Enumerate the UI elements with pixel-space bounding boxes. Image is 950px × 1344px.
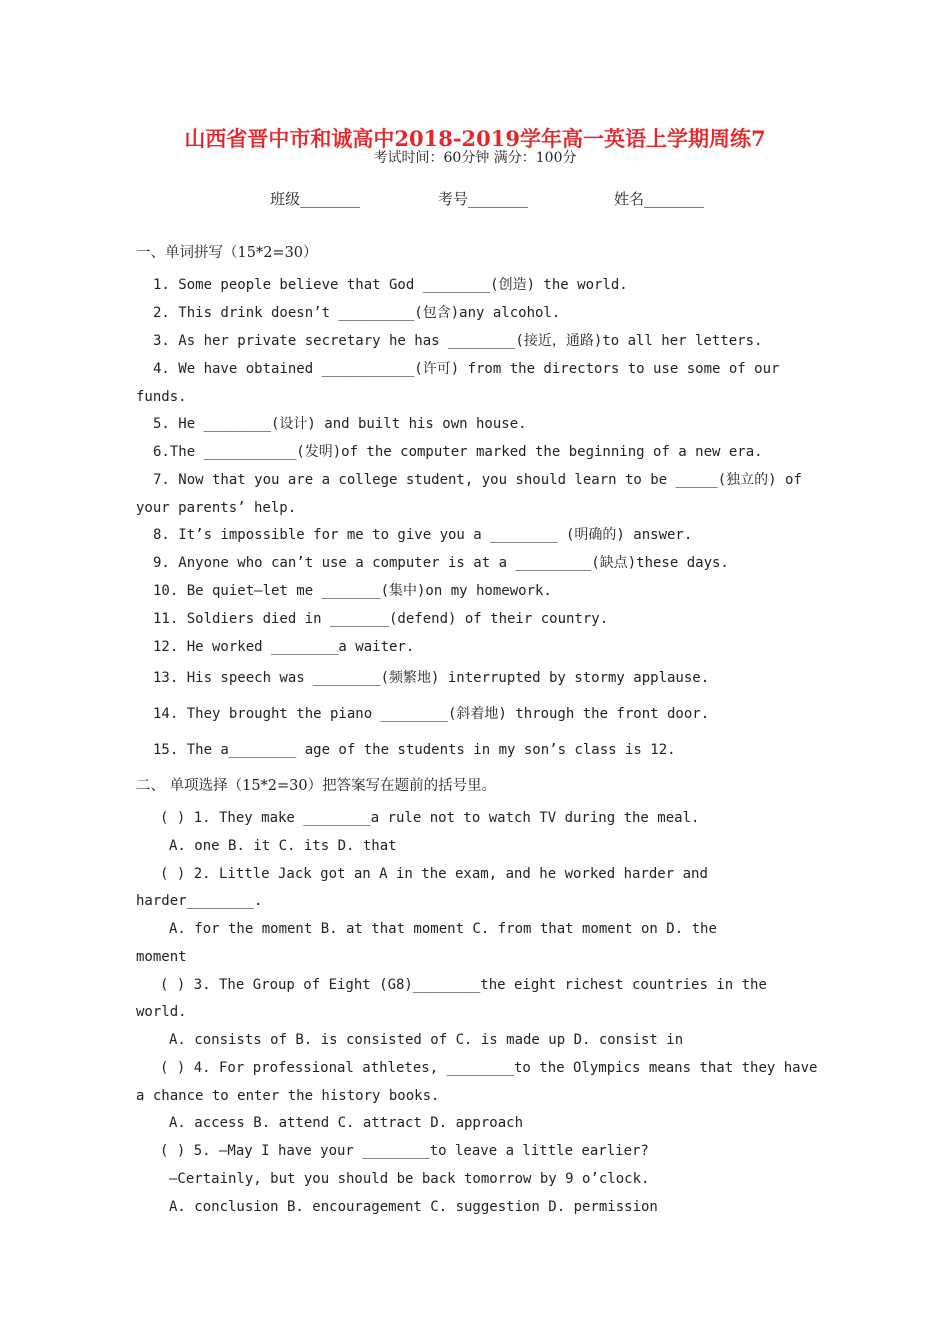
section-heading-spelling: 一、单词拼写（15*2=30） [136,245,318,261]
list-item: ( ) 4. For professional athletes, ________to the Olympics means that they have [160,1060,818,1076]
list-item: 4. We have obtained ___________(许可) from the directors to use some of our [153,361,780,377]
list-item: moment [136,949,187,965]
list-item: 8. It’s impossible for me to give you a ________ (明确的) answer. [153,527,693,543]
list-item: harder________. [136,893,263,909]
list-item: ( ) 3. The Group of Eight (G8)________the eight richest countries in the [160,977,767,993]
page-title: 山西省晋中市和诚高中2018-2019学年高一英语上学期周练7 [184,126,766,151]
list-item: 3. As her private secretary he has ________(接近，通路)to all her letters. [153,333,763,349]
exam-time-score: 考试时间：60分钟 满分：100分 [373,150,577,166]
list-item: world. [136,1004,187,1020]
list-item: 13. His speech was ________(频繁地) interrupted by stormy applause. [153,670,710,686]
list-item: A. consists of B. is consisted of C. is made up D. consist in [169,1032,684,1048]
list-item: ( ) 5. —May I have your ________to leave a little earlier? [160,1143,649,1159]
list-item: A. one B. it C. its D. that [169,838,397,854]
list-item: 2. This drink doesn’t _________(包含)any alcohol. [153,305,561,321]
list-item: 14. They brought the piano ________(斜着地) through the front door. [153,706,710,722]
list-item: a chance to enter the history books. [136,1088,440,1104]
section-heading-choice: 二、 单项选择（15*2=30）把答案写在题前的括号里。 [136,778,497,794]
list-item: 15. The a________ age of the students in my son’s class is 12. [153,742,676,758]
list-item: 5. He ________(设计) and built his own house. [153,416,527,432]
list-item: 1. Some people believe that God ________(创造) the world. [153,277,628,293]
list-item: 11. Soldiers died in _______(defend) of their country. [153,611,609,627]
list-item: A. access B. attend C. attract D. approach [169,1115,524,1131]
list-item: ( ) 2. Little Jack got an A in the exam, and he worked harder and [160,866,708,882]
list-item: A. for the moment B. at that moment C. from that moment on D. the [169,921,717,937]
exam-number-field: 考号________ [438,190,529,208]
list-item: your parents’ help. [136,500,297,516]
list-item: 7. Now that you are a college student, you should learn to be _____(独立的) of [153,472,802,488]
class-field: 班级________ [270,190,361,208]
list-item: 6.The ___________(发明)of the computer marked the beginning of a new era. [153,444,763,460]
list-item: 10. Be quiet—let me _______(集中)on my homework. [153,583,552,599]
list-item: A. conclusion B. encouragement C. suggestion D. permission [169,1199,658,1215]
list-item: 12. He worked ________a waiter. [153,639,415,655]
list-item: funds. [136,389,187,405]
list-item: —Certainly, but you should be back tomorrow by 9 o’clock. [169,1171,650,1187]
list-item: 9. Anyone who can’t use a computer is at a _________(缺点)these days. [153,555,729,571]
name-field: 姓名________ [614,190,705,208]
list-item: ( ) 1. They make ________a rule not to watch TV during the meal. [160,810,700,826]
